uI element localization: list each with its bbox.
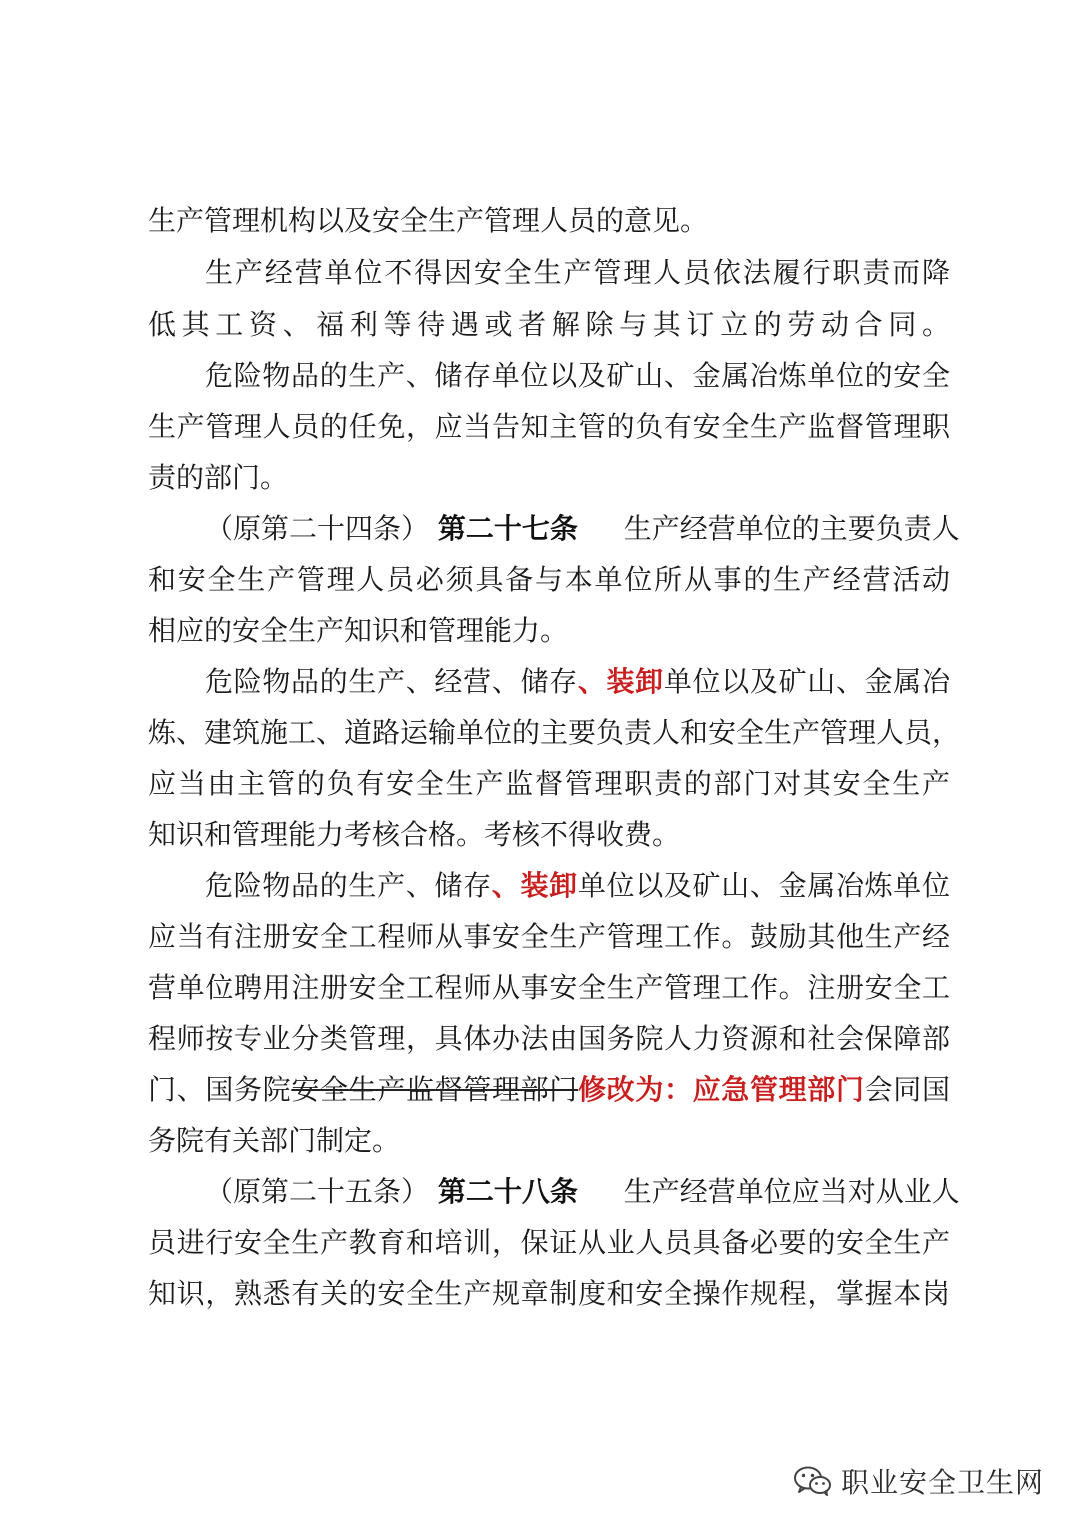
- paragraph-line: [148, 196, 950, 246]
- paragraph-line: [148, 1065, 950, 1115]
- line-text: 知识，熟悉有关的安全生产规章制度和安全操作规程，掌握本岗: [148, 1277, 950, 1310]
- paragraph-line: [148, 402, 950, 452]
- line-text: 生产管理机构以及安全生产管理人员的意见。: [148, 204, 709, 237]
- original-article-number: （原第二十五条）: [205, 1175, 430, 1208]
- line-text: 低其工资、福利等待遇或者解除与其订立的劳动合同。: [148, 308, 950, 341]
- wechat-icon: [793, 1465, 833, 1497]
- paragraph-line: [148, 300, 950, 350]
- line-text: 危险物品的生产、储存单位以及矿山、金属冶炼单位的安全: [205, 359, 950, 392]
- line-text: 门、国务院: [148, 1073, 292, 1106]
- line-text: 危险物品的生产、储存: [205, 869, 492, 902]
- paragraph-line: [148, 1269, 950, 1319]
- line-text: 生产经营单位不得因安全生产管理人员依法履行职责而降: [205, 256, 950, 289]
- line-text: 会同国: [864, 1073, 950, 1106]
- line-text: 营单位聘用注册安全工程师从事安全生产管理工作。注册安全工: [148, 971, 950, 1004]
- line-text: 生产经营单位应当对从业人: [623, 1175, 960, 1208]
- line-text: 知识和管理能力考核合格。考核不得收费。: [148, 818, 681, 851]
- original-article-number: （原第二十四条）: [205, 512, 430, 545]
- paragraph-line: [205, 351, 950, 401]
- paragraph-line: [205, 861, 950, 911]
- article-heading-line: [205, 1167, 960, 1217]
- line-text: 员进行安全生产教育和培训，保证从业人员具备必要的安全生产: [148, 1226, 950, 1259]
- paragraph-line: [148, 606, 950, 656]
- line-text: 务院有关部门制定。: [148, 1124, 401, 1157]
- paragraph-line: [148, 912, 950, 962]
- line-text: 炼、建筑施工、道路运输单位的主要负责人和安全生产管理人员，: [148, 716, 961, 749]
- article-number: 第二十八条: [437, 1175, 578, 1208]
- watermark-text: 职业安全卫生网: [840, 1466, 1044, 1499]
- paragraph-line: [148, 759, 950, 809]
- paragraph-line: [148, 810, 950, 860]
- revision-note: 修改为：应急管理部门: [577, 1073, 865, 1106]
- line-text: 和安全生产管理人员必须具备与本单位所从事的生产经营活动: [148, 563, 950, 596]
- line-text: 单位以及矿山、金属冶炼单位: [577, 869, 950, 902]
- line-text: 程师按专业分类管理，具体办法由国务院人力资源和社会保障部: [148, 1022, 950, 1055]
- paragraph-line: [205, 248, 950, 298]
- inserted-text: 、装卸: [491, 869, 578, 902]
- paragraph-line: [148, 453, 950, 503]
- paragraph-line: [148, 1218, 950, 1268]
- line-text: 危险物品的生产、经营、储存: [205, 665, 578, 698]
- line-text: 相应的安全生产知识和管理能力。: [148, 614, 569, 647]
- line-text: 应当由主管的负有安全生产监督管理职责的部门对其安全生产: [148, 767, 950, 800]
- line-text: 单位以及矿山、金属冶: [663, 665, 950, 698]
- line-text: 应当有注册安全工程师从事安全生产管理工作。鼓励其他生产经: [148, 920, 950, 953]
- paragraph-line: [148, 708, 961, 758]
- paragraph-line: [148, 1014, 950, 1064]
- article-heading-line: [205, 504, 960, 554]
- deleted-text: 安全生产监督管理部门: [291, 1073, 578, 1106]
- paragraph-line: [148, 1116, 950, 1166]
- line-text: 生产管理人员的任免，应当告知主管的负有安全生产监督管理职: [148, 410, 950, 443]
- watermark: [793, 1456, 1044, 1506]
- paragraph-line: [205, 657, 950, 707]
- paragraph-line: [148, 555, 950, 605]
- article-number: 第二十七条: [437, 512, 578, 545]
- line-text: 责的部门。: [148, 461, 289, 494]
- paragraph-line: [148, 963, 950, 1013]
- inserted-text: 、装卸: [577, 665, 664, 698]
- line-text: 生产经营单位的主要负责人: [623, 512, 960, 545]
